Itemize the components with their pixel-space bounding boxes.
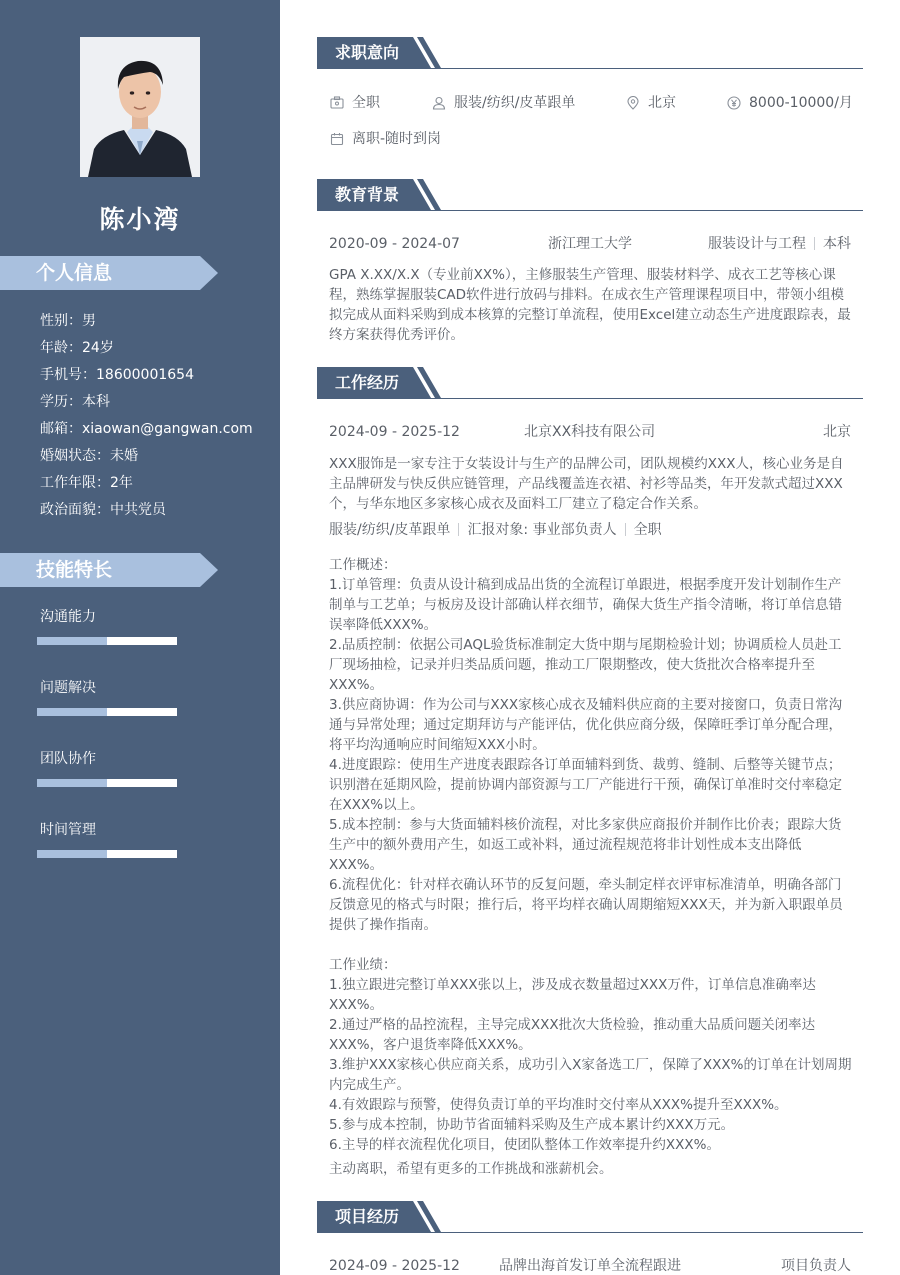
personal-info-title: 个人信息 bbox=[36, 262, 113, 284]
info-work-years: 工作年限：2年 bbox=[40, 475, 133, 491]
education-school: 浙江理工大学 bbox=[548, 236, 632, 252]
intent-salary-value: 8000-10000/月 bbox=[749, 95, 853, 111]
skill-name: 问题解决 bbox=[40, 680, 96, 696]
work-period: 2024-09 - 2025-12 bbox=[329, 424, 460, 440]
skill-bar-fill bbox=[37, 637, 107, 645]
info-phone: 手机号：18600001654 bbox=[40, 367, 194, 383]
skill-name: 团队协作 bbox=[40, 751, 96, 767]
person-icon bbox=[432, 96, 446, 110]
separator bbox=[458, 523, 459, 536]
work-section-header bbox=[317, 367, 863, 401]
education-major: 服装设计与工程 bbox=[708, 236, 806, 252]
work-title: 工作经历 bbox=[335, 373, 400, 392]
candidate-name: 陈小湾 bbox=[99, 205, 181, 234]
person-avatar-icon bbox=[80, 37, 200, 177]
intent-position-value: 服装/纺织/皮革跟单 bbox=[454, 95, 576, 111]
education-description: GPA X.XX/X.X（专业前XX%），主修服装生产管理、服装材料学、成衣工艺等核心课程，熟练掌握服装CAD软件进行放码与排料。在成衣生产管理课程项目中，带领小组模拟完成从面料采购到成本核算的完整订单流程，使用Excel建立动态生产进度跟踪表，最终方案获得优秀评价。 bbox=[329, 267, 851, 343]
info-gender: 性别：男 bbox=[40, 313, 96, 329]
yuan-coin-icon bbox=[727, 96, 741, 110]
intent-salary bbox=[727, 93, 853, 113]
intent-city-value: 北京 bbox=[648, 95, 676, 111]
project-role: 项目负责人 bbox=[781, 1258, 851, 1274]
skill-name: 时间管理 bbox=[40, 822, 96, 838]
work-company-description: XXX服饰是一家专注于女装设计与生产的品牌公司，团队规模约XXX人，核心业务是自主品牌研发与快反供应链管理，产品线覆盖连衣裙、衬衫等品类，年开发款式超过XXX个，与华东地区多家核心成衣及面料工厂建立了稳定合作关系。 bbox=[329, 456, 844, 512]
sidebar bbox=[0, 0, 280, 1275]
work-report-to: 汇报对象: 事业部负责人 bbox=[467, 522, 617, 538]
education-major-degree bbox=[708, 234, 851, 254]
project-section-header bbox=[317, 1201, 863, 1235]
project-title: 项目经历 bbox=[335, 1207, 400, 1226]
separator bbox=[814, 237, 815, 250]
skill-bar bbox=[37, 637, 177, 645]
skill-item bbox=[40, 820, 180, 840]
info-email: 邮箱：xiaowan@gangwan.com bbox=[40, 421, 253, 437]
education-degree: 本科 bbox=[823, 236, 851, 252]
skills-title: 技能特长 bbox=[36, 559, 113, 581]
education-period: 2020-09 - 2024-07 bbox=[329, 236, 460, 252]
skill-bar bbox=[37, 850, 177, 858]
intent-status-value: 离职-随时到岗 bbox=[352, 131, 442, 147]
education-title: 教育背景 bbox=[335, 185, 400, 204]
skill-name: 沟通能力 bbox=[40, 609, 96, 625]
location-pin-icon bbox=[626, 96, 640, 110]
info-political-status: 政治面貌：中共党员 bbox=[40, 502, 166, 518]
intent-title: 求职意向 bbox=[335, 43, 400, 62]
personal-info-header bbox=[0, 256, 220, 290]
info-marital-status: 婚姻状态：未婚 bbox=[40, 448, 138, 464]
profile-photo bbox=[80, 37, 200, 177]
intent-job-type-value: 全职 bbox=[352, 95, 380, 111]
work-role-line bbox=[329, 520, 662, 540]
separator bbox=[625, 523, 626, 536]
work-role: 服装/纺织/皮革跟单 bbox=[329, 522, 451, 538]
skill-item bbox=[40, 749, 180, 769]
work-job-type: 全职 bbox=[633, 522, 662, 538]
skill-bar-fill bbox=[37, 779, 107, 787]
skills-header bbox=[0, 553, 220, 587]
personal-info-list bbox=[40, 308, 253, 524]
intent-position bbox=[432, 93, 575, 113]
intent-city bbox=[626, 93, 676, 113]
intent-section-header bbox=[317, 37, 863, 71]
skill-item bbox=[40, 678, 180, 698]
skill-bar bbox=[37, 708, 177, 716]
project-period: 2024-09 - 2025-12 bbox=[329, 1258, 460, 1274]
skill-bar bbox=[37, 779, 177, 787]
work-leave-reason: 主动离职，希望有更多的工作挑战和涨薪机会。 bbox=[329, 1161, 613, 1177]
project-name: 品牌出海首发订单全流程跟进 bbox=[499, 1258, 681, 1274]
calendar-icon bbox=[330, 132, 344, 146]
skill-bar-fill bbox=[37, 708, 107, 716]
work-city: 北京 bbox=[823, 424, 851, 440]
skill-item bbox=[40, 607, 180, 627]
skill-bar-fill bbox=[37, 850, 107, 858]
work-company: 北京XX科技有限公司 bbox=[524, 424, 656, 440]
education-section-header bbox=[317, 179, 863, 213]
intent-job-type bbox=[330, 93, 380, 113]
intent-status bbox=[330, 129, 441, 149]
briefcase-icon bbox=[330, 96, 344, 110]
work-content: 工作概述： 1.订单管理：负责从设计稿到成品出货的全流程订单跟进，根据季度开发计划制作生产制单与工艺单；与板房及设计部确认样衣细节，确保大货生产指令清晰，将订单信息错误率降低XXX%。 2.品质控制：依据公司AQL验货标准制定大货中期与尾期检验计划；协调质检人员赴工厂现场抽检，记录并归类品质问题，推动工厂限期整改，使大货批次合格率提升至XXX%。 3.供应商协调：作为公司与XXX家核心成衣及辅料供应商的主要对接窗口，负责日常沟通与异常处理；通过定期拜访与产能评估，优化供应商分级，保障旺季订单分配合理，将平均沟通响应时间缩短XXX小时。 4.进度跟踪：使用生产进度表跟踪各订单面辅料到货、裁剪、缝制、后整等关键节点；识别潜在延期风险，提前协调内部资源与工厂产能进行干预，确保订单准时交付率稳定在XXX%以上。 5.成本控制：参与大货面辅料核价流程，对比多家供应商报价并制作比价表；跟踪大货生产中的额外费用产生，如返工或补料，通过流程规范将非计划性成本支出降低XXX%。 6.流程优化：针对样衣确认环节的反复问题，牵头制定样衣评审标准清单，明确各部门反馈意见的格式与时限；推行后，将平均样衣确认周期缩短XXX天，并为新入职跟单员提供了操作指南。 工作业绩： 1.独立跟进完整订单XXX张以上，涉及成衣数量超过XXX万件，订单信息准确率达XXX%。 2.通过严格的品控流程，主导完成XXX批次大货检验，推动重大品质问题关闭率达XXX%，客户退货率降低XXX%。 3.维护XXX家核心供应商关系，成功引入X家备选工厂，保障了XXX%的订单在计划周期内完成生产。 4.有效跟踪与预警，使得负责订单的平均准时交付率从XXX%提升至XXX%。 5.参与成本控制，协助节省面辅料采购及生产成本累计约XXX万元。 6.主导的样衣流程优化项目，使团队整体工作效率提升约XXX%。 bbox=[329, 557, 852, 1153]
info-education: 学历：本科 bbox=[40, 394, 110, 410]
info-age: 年龄：24岁 bbox=[40, 340, 114, 356]
